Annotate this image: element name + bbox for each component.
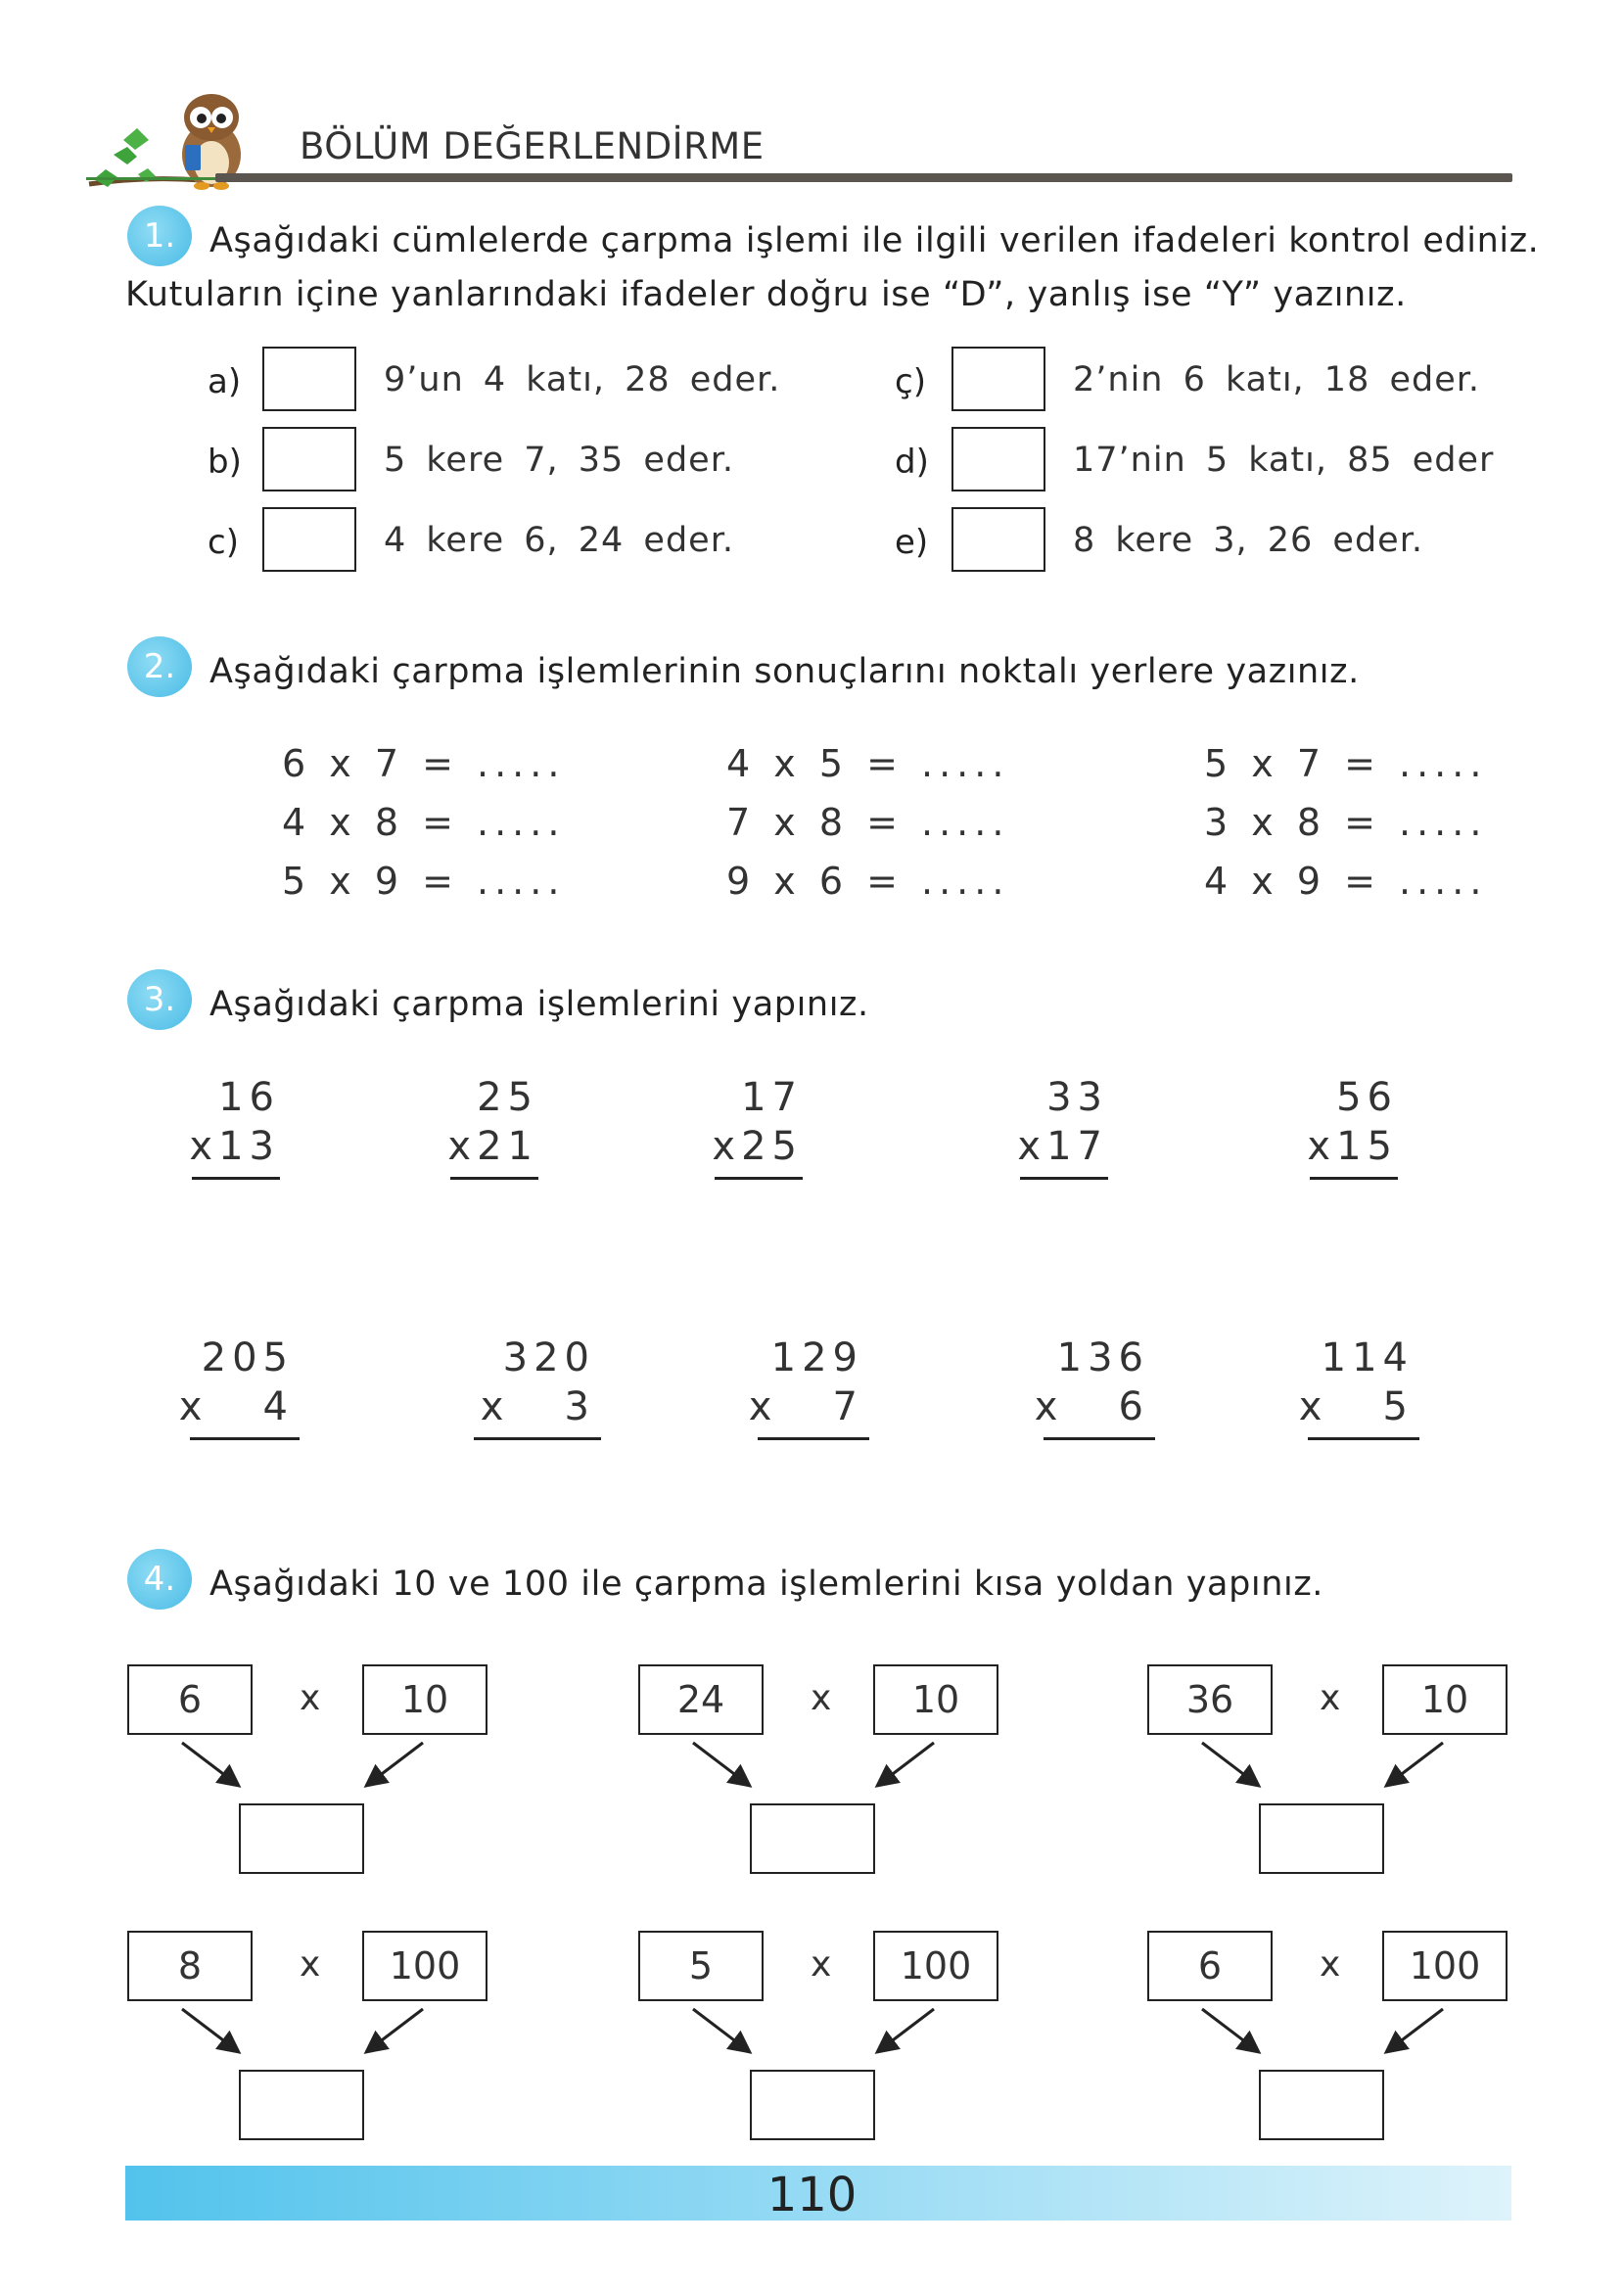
q4-arrows-icon bbox=[687, 2005, 951, 2068]
q3-underline bbox=[1310, 1177, 1398, 1180]
q4-times-sign: x bbox=[300, 1944, 321, 1985]
q3-vertical-multiplication bbox=[748, 1335, 869, 1443]
q4-times-sign: x bbox=[1320, 1678, 1341, 1718]
q3-multiplier: x 6 bbox=[1034, 1384, 1149, 1429]
q3-multiplicand: 17 bbox=[741, 1075, 803, 1120]
q4-result-box[interactable] bbox=[750, 1803, 875, 1874]
q3-vertical-multiplication bbox=[474, 1335, 601, 1443]
q3-underline bbox=[190, 1437, 300, 1440]
q4-factor-box: 10 bbox=[1382, 1664, 1508, 1735]
q2-multiplication[interactable]: 4 x 5 = ..... bbox=[726, 742, 1010, 785]
q3-multiplier: x17 bbox=[1017, 1124, 1108, 1169]
q3-multiplicand: 129 bbox=[770, 1335, 863, 1380]
q1-statement: 4 kere 6, 24 eder. bbox=[384, 521, 734, 560]
q4-arrows-icon bbox=[1196, 1739, 1461, 1801]
q3-vertical-multiplication bbox=[1034, 1335, 1155, 1443]
question-3-badge: 3. bbox=[127, 969, 192, 1030]
q4-times-sign: x bbox=[811, 1944, 832, 1985]
q3-multiplier: x 4 bbox=[178, 1384, 294, 1429]
q2-instruction: Aşağıdaki çarpma işlemlerinin sonuçlarını noktalı yerlere yazınız. bbox=[209, 652, 1360, 691]
q3-multiplier: x 7 bbox=[748, 1384, 863, 1429]
q4-result-box[interactable] bbox=[750, 2070, 875, 2140]
q1-item-label: ç) bbox=[895, 362, 926, 401]
q3-underline bbox=[715, 1177, 803, 1180]
q3-vertical-multiplication bbox=[712, 1075, 803, 1183]
q4-factor-box: 100 bbox=[362, 1931, 487, 2001]
q4-times-sign: x bbox=[1320, 1944, 1341, 1985]
q2-multiplication[interactable]: 4 x 9 = ..... bbox=[1204, 860, 1488, 903]
q4-result-box[interactable] bbox=[1259, 1803, 1384, 1874]
q1-statement: 5 kere 7, 35 eder. bbox=[384, 441, 734, 480]
q4-result-box[interactable] bbox=[1259, 2070, 1384, 2140]
q3-vertical-multiplication bbox=[189, 1075, 280, 1183]
q4-times-sign: x bbox=[811, 1678, 832, 1718]
q4-factor-box: 24 bbox=[638, 1664, 764, 1735]
q2-multiplication[interactable]: 9 x 6 = ..... bbox=[726, 860, 1010, 903]
q1-instruction-line2: Kutuların içine yanlarındaki ifadeler doğru ise “D”, yanlış ise “Y” yazınız. bbox=[125, 275, 1407, 314]
q1-statement: 17’nin 5 katı, 85 eder bbox=[1073, 441, 1495, 480]
q3-vertical-multiplication bbox=[447, 1075, 538, 1183]
q3-multiplicand: 25 bbox=[477, 1075, 538, 1120]
q1-statement: 8 kere 3, 26 eder. bbox=[1073, 521, 1423, 560]
header-branch-line bbox=[86, 177, 223, 180]
q2-multiplication[interactable]: 3 x 8 = ..... bbox=[1204, 801, 1488, 844]
q4-arrows-icon bbox=[687, 1739, 951, 1801]
q2-multiplication[interactable]: 5 x 9 = ..... bbox=[282, 860, 566, 903]
q1-answer-box[interactable] bbox=[951, 347, 1045, 411]
q3-underline bbox=[1020, 1177, 1108, 1180]
q4-arrows-icon bbox=[176, 2005, 441, 2068]
q2-multiplication[interactable]: 5 x 7 = ..... bbox=[1204, 742, 1488, 785]
question-1-badge: 1. bbox=[127, 206, 192, 266]
q3-underline bbox=[450, 1177, 538, 1180]
q3-multiplicand: 33 bbox=[1046, 1075, 1108, 1120]
q1-answer-box[interactable] bbox=[262, 347, 356, 411]
q1-item-label: b) bbox=[208, 443, 242, 482]
q1-item-label: c) bbox=[208, 523, 239, 562]
q3-multiplier: x25 bbox=[712, 1124, 803, 1169]
q3-multiplicand: 114 bbox=[1321, 1335, 1414, 1380]
q1-answer-box[interactable] bbox=[262, 507, 356, 572]
q3-multiplier: x 3 bbox=[480, 1384, 595, 1429]
page-number: 110 bbox=[766, 2168, 858, 2222]
header-rule bbox=[215, 173, 1512, 182]
q3-underline bbox=[474, 1437, 601, 1440]
question-2-badge: 2. bbox=[127, 636, 192, 697]
q1-statement: 2’nin 6 katı, 18 eder. bbox=[1073, 360, 1481, 399]
q1-item-label: e) bbox=[895, 523, 929, 562]
q3-multiplicand: 320 bbox=[502, 1335, 595, 1380]
q3-instruction: Aşağıdaki çarpma işlemlerini yapınız. bbox=[209, 985, 869, 1024]
q1-statement: 9’un 4 katı, 28 eder. bbox=[384, 360, 781, 399]
q4-factor-box: 36 bbox=[1147, 1664, 1273, 1735]
question-4-badge: 4. bbox=[127, 1549, 192, 1610]
q4-factor-box: 10 bbox=[873, 1664, 998, 1735]
q4-instruction: Aşağıdaki 10 ve 100 ile çarpma işlemlerini kısa yoldan yapınız. bbox=[209, 1565, 1324, 1604]
q4-factor-box: 100 bbox=[1382, 1931, 1508, 2001]
q4-factor-box: 8 bbox=[127, 1931, 253, 2001]
q1-item-label: d) bbox=[895, 443, 929, 482]
q2-multiplication[interactable]: 4 x 8 = ..... bbox=[282, 801, 566, 844]
q1-answer-box[interactable] bbox=[951, 507, 1045, 572]
q4-arrows-icon bbox=[1196, 2005, 1461, 2068]
section-title: BÖLÜM DEĞERLENDİRME bbox=[300, 125, 765, 167]
q4-times-sign: x bbox=[300, 1678, 321, 1718]
q3-underline bbox=[1044, 1437, 1155, 1440]
q3-multiplicand: 56 bbox=[1336, 1075, 1398, 1120]
q4-result-box[interactable] bbox=[239, 2070, 364, 2140]
q3-multiplicand: 136 bbox=[1056, 1335, 1149, 1380]
q2-multiplication[interactable]: 6 x 7 = ..... bbox=[282, 742, 566, 785]
q3-vertical-multiplication bbox=[1298, 1335, 1419, 1443]
q3-underline bbox=[758, 1437, 869, 1440]
q3-multiplier: x 5 bbox=[1298, 1384, 1414, 1429]
q4-factor-box: 6 bbox=[127, 1664, 253, 1735]
q4-factor-box: 10 bbox=[362, 1664, 487, 1735]
q3-vertical-multiplication bbox=[1017, 1075, 1108, 1183]
q3-underline bbox=[192, 1177, 280, 1180]
q4-arrows-icon bbox=[176, 1739, 441, 1801]
q3-vertical-multiplication bbox=[1307, 1075, 1398, 1183]
q3-multiplier: x15 bbox=[1307, 1124, 1398, 1169]
q3-vertical-multiplication bbox=[178, 1335, 300, 1443]
q4-factor-box: 5 bbox=[638, 1931, 764, 2001]
q3-multiplier: x21 bbox=[447, 1124, 538, 1169]
q1-instruction-line1: Aşağıdaki cümlelerde çarpma işlemi ile ilgili verilen ifadeleri kontrol ediniz. bbox=[209, 221, 1540, 260]
q3-multiplicand: 205 bbox=[201, 1335, 294, 1380]
q1-item-label: a) bbox=[208, 362, 242, 401]
q4-result-box[interactable] bbox=[239, 1803, 364, 1874]
q2-multiplication[interactable]: 7 x 8 = ..... bbox=[726, 801, 1010, 844]
q1-answer-box[interactable] bbox=[951, 427, 1045, 491]
q3-underline bbox=[1308, 1437, 1419, 1440]
q3-multiplier: x13 bbox=[189, 1124, 280, 1169]
q4-factor-box: 6 bbox=[1147, 1931, 1273, 2001]
q1-answer-box[interactable] bbox=[262, 427, 356, 491]
q3-multiplicand: 16 bbox=[218, 1075, 280, 1120]
q4-factor-box: 100 bbox=[873, 1931, 998, 2001]
